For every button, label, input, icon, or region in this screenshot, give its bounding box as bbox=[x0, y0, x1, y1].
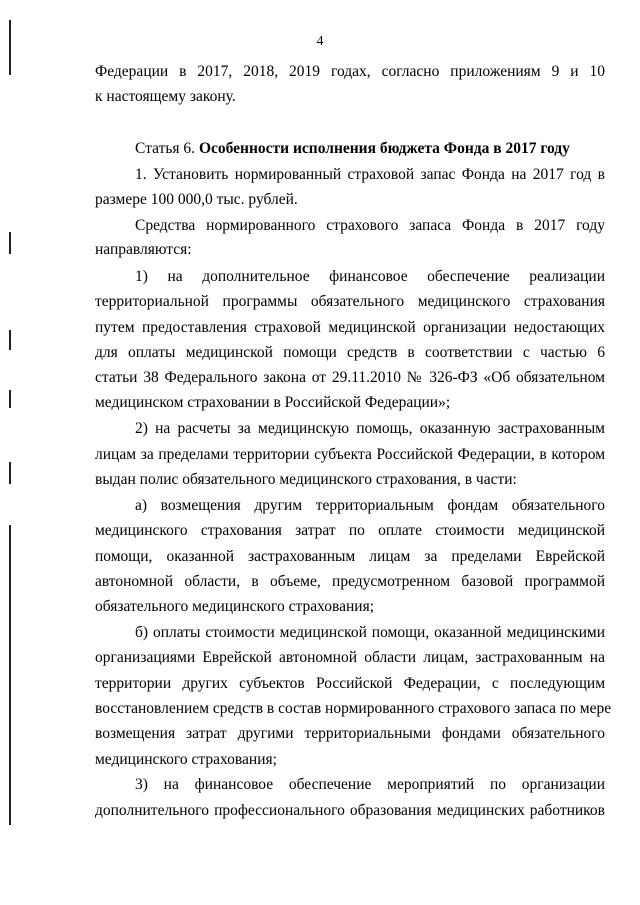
page-number: 4 bbox=[316, 34, 324, 49]
article-title: Особенности исполнения бюджета Фонда в 2017 году bbox=[198, 140, 570, 157]
margin-mark bbox=[9, 390, 11, 408]
text-line: медицинского страхования затрат по оплате стоимости медицинской bbox=[95, 522, 605, 539]
text-line: помощи, оказанной застрахованным лицам за пределами Еврейской bbox=[95, 548, 605, 565]
margin-mark bbox=[9, 462, 11, 484]
text-line: территориальной программы обязательного медицинского страхования bbox=[95, 293, 605, 310]
article-heading bbox=[135, 139, 605, 159]
text-line: направляются: bbox=[95, 241, 192, 258]
text-line: для оплаты медицинской помощи средств в соответствии с частью 6 bbox=[95, 344, 605, 361]
text-line: 1) на дополнительное финансовое обеспечение реализации bbox=[135, 268, 605, 285]
text-line: б) оплаты стоимости медицинской помощи, оказанной медицинскими bbox=[135, 624, 605, 641]
text-line: к настоящему закону. bbox=[95, 88, 236, 105]
text-line: обязательного медицинского страхования; bbox=[95, 598, 374, 615]
margin-mark bbox=[9, 232, 11, 254]
text-line: 3) на финансовое обеспечение мероприятий по организации bbox=[135, 776, 605, 793]
text-line: восстановлением средств в состав нормированного страхового запаса по мере bbox=[95, 700, 612, 717]
text-line: а) возмещения другим территориальным фондам обязательного bbox=[135, 497, 605, 514]
text-line: Федерации в 2017, 2018, 2019 годах, согласно приложениям 9 и 10 bbox=[95, 63, 605, 80]
text-line: 2) на расчеты за медицинскую помощь, оказанную застрахованным bbox=[135, 420, 605, 437]
text-line: автономной области, в объеме, предусмотренном базовой программой bbox=[95, 573, 605, 590]
text-line: возмещения затрат другими территориальными фондами обязательного bbox=[95, 725, 605, 742]
text-line: медицинского страхования; bbox=[95, 751, 277, 768]
text-line: территории других субъектов Российской Федерации, с последующим bbox=[95, 675, 605, 692]
margin-mark bbox=[9, 330, 11, 350]
text-line: лицам за пределами территории субъекта Российской Федерации, в котором bbox=[95, 446, 605, 463]
text-line: выдан полис обязательного медицинского страхования, в части: bbox=[95, 471, 517, 488]
margin-mark bbox=[9, 525, 11, 825]
text-line: организациями Еврейской автономной области лицам, застрахованным на bbox=[95, 649, 605, 666]
text-line: путем предоставления страховой медицинской организации недостающих bbox=[95, 319, 605, 336]
text-line: размере 100 000,0 тыс. рублей. bbox=[95, 191, 298, 208]
text-line: Средства нормированного страхового запаса Фонда в 2017 году bbox=[135, 217, 605, 234]
text-line: медицинском страховании в Российской Федерации»; bbox=[95, 394, 451, 411]
text-line: дополнительного профессионального образования медицинских работников bbox=[95, 802, 605, 819]
text-line: 1. Установить нормированный страховой запас Фонда на 2017 год в bbox=[135, 166, 605, 183]
article-number: Статья 6. bbox=[135, 140, 199, 157]
text-line: статьи 38 Федерального закона от 29.11.2010 № 326-ФЗ «Об обязательном bbox=[95, 369, 605, 386]
